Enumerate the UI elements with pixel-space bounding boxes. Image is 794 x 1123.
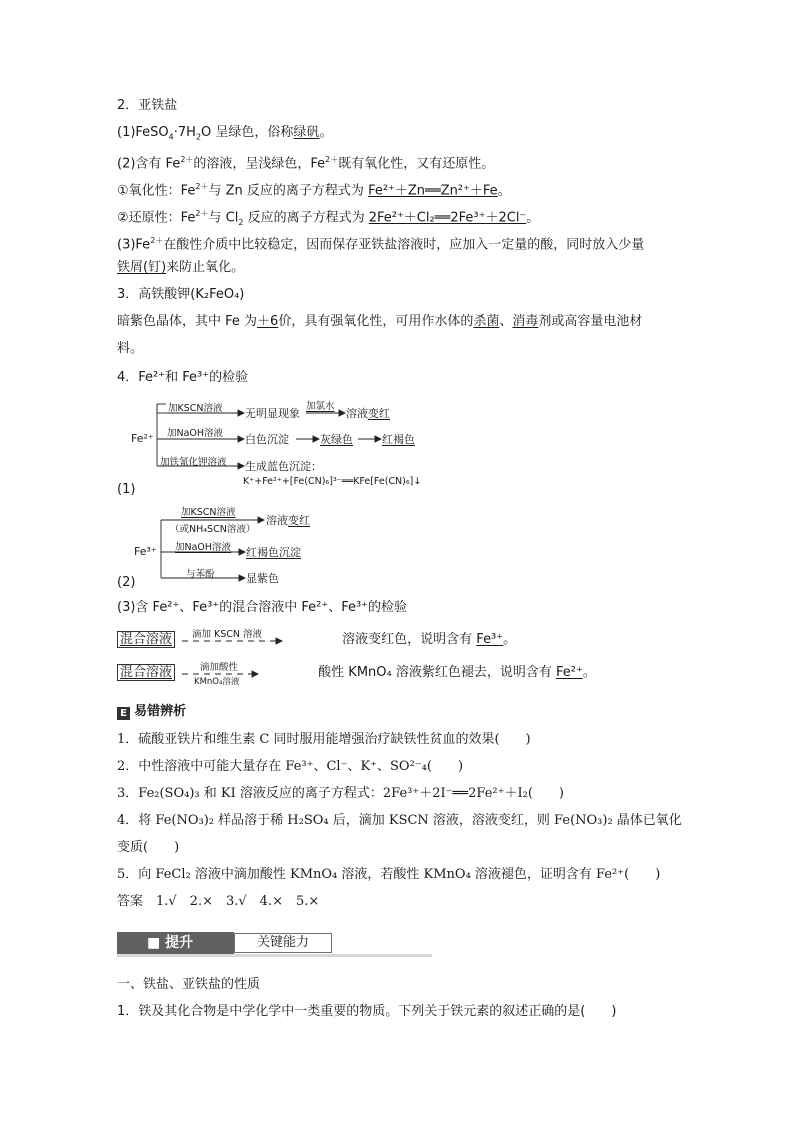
text: 。 bbox=[319, 125, 333, 140]
text: 的溶液，呈浅绿色，Fe bbox=[193, 156, 326, 172]
paragraph-oxidizing: ①氧化性：$Fe^{2+}$与 Zn 反应的离子方程式为 Fe²⁺＋Zn══Zn²⁺＋Fe。 bbox=[117, 182, 511, 199]
section-bar-underline bbox=[117, 954, 432, 957]
text: 加氯水 bbox=[306, 401, 335, 412]
answer-equation: Fe²⁺＋Zn══Zn²⁺＋Fe bbox=[368, 183, 498, 199]
text: 加NaOH溶液 bbox=[175, 542, 232, 553]
answer-blank: ＋6 bbox=[257, 314, 279, 329]
d1-reagent-ferricyanide: 加铁氰化钾溶液 bbox=[160, 457, 227, 468]
text: (3)Fe bbox=[117, 237, 151, 253]
section-bar bbox=[117, 932, 432, 956]
section-heading-k2feo4: 3．高铁酸钾(K₂FeO₄) bbox=[117, 287, 245, 302]
text: 剂或高容量电池材 bbox=[538, 314, 643, 329]
answer-blank: 杀菌 bbox=[473, 314, 500, 329]
section-bar-dark-label: ■ 提升 bbox=[147, 935, 194, 951]
answer-blank: Fe²⁺ bbox=[555, 665, 583, 680]
error-item: 5．向 FeCl₂ 溶液中滴加酸性 KMnO₄ 溶液，若酸性 KMnO₄ 溶液褪色，证明含有 Fe²⁺( ) bbox=[117, 867, 661, 882]
label-2: (2) bbox=[117, 575, 136, 590]
text: 、 bbox=[499, 314, 513, 329]
d1-result-no-change: 无明显现象 bbox=[245, 407, 300, 420]
text: 加KSCN溶液 bbox=[181, 507, 236, 518]
text: ①氧化性：Fe bbox=[117, 183, 196, 199]
answer-blank: (钉) bbox=[143, 260, 167, 275]
mixed-solution-box: 混合溶液 bbox=[117, 664, 175, 681]
answer-blank: 变红 bbox=[288, 514, 310, 527]
answer-blank: 红褐色 bbox=[246, 546, 279, 559]
answer-blank: 灰绿色 bbox=[320, 433, 353, 446]
section-bar-dark bbox=[117, 932, 234, 954]
section-bar-white: 关键能力 bbox=[234, 933, 332, 953]
error-analysis-header bbox=[117, 703, 186, 721]
section-heading-ferrous-salt: 2．亚铁盐 bbox=[117, 98, 178, 113]
answer-blank: 消毒 bbox=[512, 314, 539, 329]
mixed-solution-box: 混合溶液 bbox=[117, 631, 175, 648]
d2-result-red bbox=[266, 512, 310, 528]
label-1: (1) bbox=[117, 482, 136, 497]
answer-blank: 沉淀 bbox=[279, 546, 301, 559]
answer-blank: 铁屑 bbox=[117, 260, 144, 275]
paragraph-fe2-solution: (2)含有 $Fe^{2+}$的溶液，呈浅绿色，$Fe^{2+}$既有氧化性，又有还原性。 bbox=[117, 155, 495, 172]
d2-reagent-phenol: 与苯酚 bbox=[186, 569, 215, 580]
paragraph-mixed-test: (3)含 Fe²⁺、Fe³⁺的混合溶液中 Fe²⁺、Fe³⁺的检验 bbox=[117, 600, 408, 615]
d1-reagent-naoh: 加NaOH溶液 bbox=[167, 428, 224, 439]
error-item: 2．中性溶液中可能大量存在 Fe³⁺、Cl⁻、K⁺、SO²⁻₄( ) bbox=[117, 759, 464, 774]
d1-reagent-kscn: 加KSCN溶液 bbox=[168, 403, 223, 414]
d1-final-red bbox=[346, 405, 390, 421]
fe3-root-label: Fe³⁺ bbox=[134, 545, 157, 558]
paragraph-storage: $(3)Fe^{2+}$在酸性介质中比较稳定，因而保存亚铁盐溶液时，应加入一定量的酸，同时放入少量 bbox=[117, 236, 645, 253]
text: O 呈绿色，俗称 bbox=[201, 125, 294, 140]
text: 。 bbox=[526, 210, 540, 226]
d2-red-brown-precipitate bbox=[246, 544, 301, 560]
error-item: 变质( ) bbox=[117, 840, 180, 855]
mixed-test-kscn bbox=[117, 631, 516, 649]
error-item: 4．将 Fe(NO₃)₂ 样品溶于稀 H₂SO₄ 后，滴加 KSCN 溶液，溶液变红，则 Fe(NO₃)₂ 晶体已氧化 bbox=[117, 813, 682, 828]
error-item: 3．Fe₂(SO₄)₃ 和 KI 溶液反应的离子方程式：2Fe³⁺＋2I⁻══2Fe²⁺＋I₂( ) bbox=[117, 786, 564, 801]
answer-blank: 绿矾 bbox=[293, 125, 320, 140]
error-analysis-title: 易错辨析 bbox=[134, 704, 187, 719]
question-1: 1．铁及其化合物是中学化学中一类重要的物质。下列关于铁元素的叙述正确的是( ) bbox=[117, 1004, 617, 1019]
d2-reagent-naoh bbox=[175, 539, 231, 553]
reagent-kmno4-top: 滴加酸性 bbox=[200, 662, 239, 673]
d1-equation: K⁺+Fe²⁺+[Fe(CN)₆]³⁻══KFe[Fe(CN)₆]↓ bbox=[243, 476, 422, 487]
error-item: 1．硫酸亚铁片和维生素 C 同时服用能增强治疗缺铁性贫血的效果( ) bbox=[117, 732, 531, 747]
paragraph-reducing: ②还原性：$Fe^{2+}$与 $Cl_2$ 反应的离子方程式为 2Fe²⁺＋Cl₂══2Fe³⁺＋2Cl⁻。 bbox=[117, 209, 540, 227]
answer-line: 答案 1.√ 2.× 3.√ 4.× 5.× bbox=[117, 894, 320, 909]
text: (1)FeSO bbox=[117, 125, 169, 140]
text: 溶液变红色，说明含有 bbox=[342, 632, 477, 647]
section-heading-ion-test: 4．Fe²⁺和 Fe³⁺的检验 bbox=[117, 370, 249, 385]
d1-white-precipitate: 白色沉淀 bbox=[245, 433, 289, 446]
text: 溶液 bbox=[346, 407, 368, 420]
d2-reagent-kscn bbox=[181, 504, 236, 518]
text: 暗紫色晶体，其中 Fe 为 bbox=[117, 314, 258, 329]
answer-equation: 2Fe²⁺＋Cl₂══2Fe³⁺＋2Cl⁻ bbox=[368, 210, 527, 226]
text: 。 bbox=[582, 665, 596, 680]
d1-red-brown bbox=[382, 431, 415, 447]
d1-reagent-chlorine bbox=[306, 398, 335, 412]
text: 价，具有强氧化性，可用作水体的 bbox=[278, 314, 474, 329]
paragraph-k2feo4-cont: 料。 bbox=[117, 341, 144, 356]
text: 。 bbox=[497, 183, 511, 199]
d2-reagent-nh4scn: （或NH₄SCN溶液） bbox=[170, 524, 256, 535]
text: (2)含有 Fe bbox=[117, 156, 181, 172]
d2-purple: 显紫色 bbox=[246, 572, 279, 585]
text: 既有氧化性，又有还原性。 bbox=[338, 156, 495, 172]
d1-grey-green bbox=[320, 431, 353, 447]
error-icon: E bbox=[117, 707, 130, 720]
text: 反应的离子方程式为 bbox=[243, 210, 369, 226]
reagent-kmno4-bottom: KMnO₄溶液 bbox=[194, 677, 240, 687]
reagent-kscn-label: 滴加 KSCN 溶液 bbox=[192, 629, 263, 640]
text: 与 Cl bbox=[208, 210, 239, 226]
fe2-root-label: Fe²⁺ bbox=[131, 432, 154, 445]
answer-blank: 红褐色 bbox=[382, 433, 415, 446]
text: ②还原性：Fe bbox=[117, 210, 196, 226]
text: 来防止氧化。 bbox=[166, 260, 245, 275]
text: 与 Zn 反应的离子方程式为 bbox=[208, 183, 369, 199]
text: 酸性 KMnO₄ 溶液紫红色褪去，说明含有 bbox=[318, 665, 556, 680]
text: 在酸性介质中比较稳定，因而保存亚铁盐溶液时，应加入一定量的酸，同时放入少量 bbox=[163, 237, 645, 253]
answer-blank: 变红 bbox=[368, 407, 390, 420]
d1-blue-precipitate: 生成蓝色沉淀： bbox=[245, 460, 322, 473]
paragraph-feso4: $(1)FeSO_4\cdot 7H_2O$ 呈绿色，俗称绿矾。 bbox=[117, 125, 333, 142]
text: ·7H bbox=[173, 125, 196, 140]
text: 。 bbox=[503, 632, 517, 647]
part1-heading: 一、铁盐、亚铁盐的性质 bbox=[117, 977, 261, 992]
text: 溶液 bbox=[266, 514, 288, 527]
answer-blank: Fe³⁺ bbox=[476, 632, 504, 647]
mixed-test-kmno4 bbox=[117, 664, 596, 682]
